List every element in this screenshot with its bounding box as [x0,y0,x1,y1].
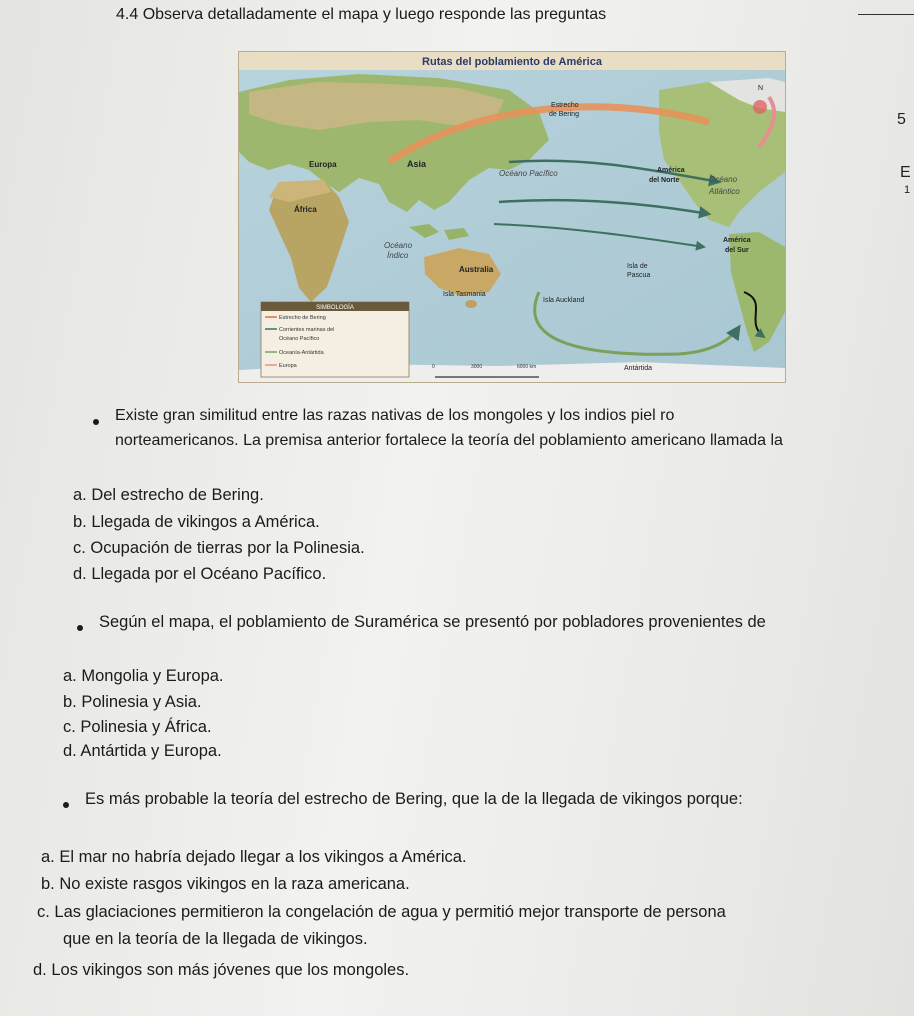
south-america-label-2: del Sur [725,247,749,254]
exercise-heading: 4.4 Observa detalladamente el mapa y luego responde las preguntas [116,6,607,23]
bering-label-2: de Bering [549,111,579,118]
compass-icon [753,100,767,114]
map-title: Rutas del poblamiento de América [422,56,602,68]
atlantic-label-2: Atlántico [709,187,740,196]
easter-island-label-2: Pascua [627,272,651,279]
question-3-option-d[interactable]: d. Los vikingos son más jóvenes que los mongoles. [33,961,410,979]
legend-item-5: Europa [279,363,297,369]
question-2-option-c[interactable]: c. Polinesia y África. [63,718,212,736]
indian-label-2: Índico [387,251,409,260]
north-label: N [758,85,764,92]
auckland-label: Isla Auckland [543,297,585,304]
question-1-option-c[interactable]: c. Ocupación de tierras por la Polinesia. [73,539,365,557]
question-3-option-c[interactable]: c. Las glaciaciones permitieron la congelación de agua y permitió mejor transporte de persona [37,903,726,921]
bullet-point [93,419,99,425]
question-3-option-b[interactable]: b. No existe rasgos vikingos en la raza americana. [41,875,410,893]
scale-zero: 0 [432,364,435,370]
question-1-option-a[interactable]: a. Del estrecho de Bering. [73,486,264,504]
atlantic-label: Océano [709,175,738,184]
europe-label: Europa [309,160,337,169]
question-1-line-1: Existe gran similitud entre las razas nativas de los mongoles y los indios piel ro [115,407,675,424]
bullet-point [77,625,83,631]
question-1-option-d[interactable]: d. Llegada por el Océano Pacífico. [73,565,327,583]
africa-label: África [294,205,317,214]
question-2-text: Según el mapa, el poblamiento de Suramérica se presentó por pobladores provenientes de [99,613,766,631]
indian-label: Océano [384,241,413,250]
legend-item-2: Corrientes marinas del [279,327,335,333]
south-america-label: América [723,237,751,244]
legend-item-3: Océano Pacífico [279,336,320,342]
antarctica-label: Antártida [624,365,653,372]
map-legend [261,302,409,377]
pacific-label: Océano Pacífico [499,169,558,178]
settlement-routes-map [238,51,786,383]
legend-title: SIMBOLOGÍA [316,305,354,311]
legend-item-1: Estrecho de Bering [279,315,326,321]
bullet-point [63,802,69,808]
north-america-label: América [657,167,685,174]
north-america-label-2: del Norte [649,177,680,184]
top-rule [858,14,914,15]
asia-label: Asia [407,159,427,169]
question-1-line-2: norteamericanos. La premisa anterior fortalece la teoría del poblamiento americano llamada la [115,432,783,449]
legend-item-4: Oceanía-Antártida [279,350,324,356]
margin-letter: E [900,164,911,181]
question-3-option-c-cont: que en la teoría de la llegada de vikingos. [63,930,368,948]
question-2-option-d[interactable]: d. Antártida y Europa. [63,742,222,760]
scale-end: 6000 km [517,364,537,370]
question-1-option-b[interactable]: b. Llegada de vikingos a América. [73,513,320,531]
question-3-text: Es más probable la teoría del estrecho de Bering, que la de la llegada de vikingos porque: [85,790,743,808]
easter-island-label: Isla de [627,263,648,270]
question-2-option-b[interactable]: b. Polinesia y Asia. [63,693,202,711]
bering-label: Estrecho [551,102,579,109]
question-2-option-a[interactable]: a. Mongolia y Europa. [63,667,224,685]
margin-small: 1 [904,184,911,196]
australia-label: Australia [459,265,494,274]
tasmania-land [465,300,477,308]
scale-mid: 3000 [471,364,483,370]
question-3-option-a[interactable]: a. El mar no habría dejado llegar a los vikingos a América. [41,848,467,866]
tasmania-label: Isla Tasmania [443,291,486,298]
margin-number: 5 [897,111,906,128]
